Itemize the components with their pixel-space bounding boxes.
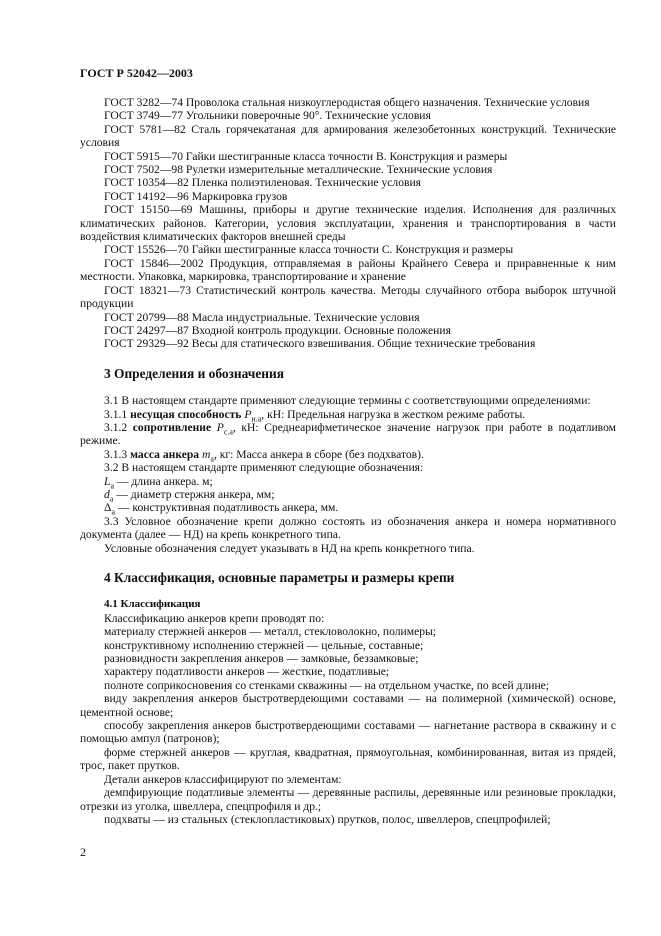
term-definition: , кг: Масса анкера в сборе (без подхватов). [213,447,424,461]
paragraph: демпфирующие податливые элементы — деревянные распилы, деревянные или резиновые прокладки, отрезки из уголка, швеллера, спецпрофиля и др.; [80,786,616,813]
term-name: несущая способность [130,407,242,421]
page-number: 2 [80,845,86,859]
symbol-item [80,487,616,504]
paragraph: конструктивному исполнению стержней — цельные, составные; [104,638,424,652]
symbol-subscript: а [111,507,116,517]
symbol: d [104,487,110,501]
term-symbol: P [216,420,224,434]
term-3-1-2 [80,421,616,448]
symbol-text: — диаметр стержня анкера, мм; [113,487,275,501]
symbol-text: — конструктивная податливость анкера, мм. [115,501,339,515]
paragraph: виду закрепления анкеров быстротвердеющими составами — на полимерной (химической) основе, цементной основе; [80,692,616,719]
section-3-heading: 3 Определения и обозначения [104,365,284,381]
paragraph: разновидности закрепления анкеров — замковые, беззамковые; [104,652,419,666]
term-number: 3.1.2 [104,420,133,434]
paragraph: материалу стержней анкеров — металл, стекловолокно, полимеры; [104,625,437,639]
symbol-text: — длина анкера. м; [114,474,213,488]
paragraph: подхваты — из стальных (стеклопластиковых) прутков, полос, швеллеров, спецпрофилей; [104,812,551,826]
symbol: Δ [104,501,112,515]
term-definition: , кН: Среднеарифметическое значение нагрузок при работе в податливом режиме. [80,420,616,448]
term-3-1-1 [80,408,616,421]
term-definition: , кН: Предельная нагрузка в жестком режиме работы. [261,407,526,421]
paragraph: способу закрепления анкеров быстротвердеющими составами — нагнетание раствора в скважину и с помощью ампул (патронов); [80,719,616,746]
paragraph: характеру податливости анкеров — жесткие, податливые; [104,665,390,679]
reference-item: ГОСТ 18321—73 Статистический контроль качества. Методы случайного отбора выборок штучной продукции [80,283,616,311]
document-header: ГОСТ Р 52042—2003 [80,66,193,80]
paragraph: форме стержней анкеров — круглая, квадратная, прямоугольная, комбинированная, витая из прядей, трос, пакет прутков. [80,745,616,773]
term-symbol: P [244,407,252,421]
term-symbol: m [202,447,211,461]
reference-item: ГОСТ 15846—2002 Продукция, отправляемая в районы Крайнего Севера и приравненные к ним местности. Упаковка, маркировка, транспортирование и хранение [80,256,616,284]
reference-item: ГОСТ 15526—70 Гайки шестигранные класса точности С. Конструкция и размеры [104,243,514,257]
document-body [80,96,616,826]
subsection-4-1-heading: 4.1 Классификация [104,598,201,611]
references-list [80,96,616,351]
reference-item: ГОСТ 29329—92 Весы для статического взвешивания. Общие технические требования [104,337,536,351]
paragraph-3-3-note: Условные обозначения следует указывать в НД на крепь конкретного типа. [104,541,475,555]
symbol-subscript: а [109,494,114,504]
term-name: сопротивление [132,420,212,434]
paragraph: Классификацию анкеров крепи проводят по: [104,611,325,625]
symbol-subscript: а [110,480,115,490]
term-3-1-3 [80,447,616,464]
term-symbol-subscript: н.а [251,413,262,423]
paragraph: Детали анкеров классифицируют по элементам: [104,772,342,786]
reference-item: ГОСТ 10354—82 Пленка полиэтиленовая. Технические условия [104,176,422,190]
paragraph-3-3: 3.3 Условное обозначение крепи должно состоять из обозначения анкера и номера нормативного документа (далее — НД) на крепь конкретного типа. [80,514,616,542]
term-symbol-subscript: с.а [223,427,233,437]
section-4-heading: 4 Классификация, основные параметры и размеры крепи [104,570,455,585]
reference-item: ГОСТ 20799—88 Масла индустриальные. Технические условия [104,310,420,324]
reference-item: ГОСТ 15150—69 Машины, приборы и другие технические изделия. Исполнения для различных климатических районов. Категории, условия эксплуатации, хранения и транспортирования в части воздействия климатических факторов внешней среды [80,203,616,244]
reference-item: ГОСТ 14192—96 Маркировка грузов [104,189,288,203]
term-number: 3.1.3 [104,447,131,461]
symbol: L [104,474,111,488]
symbol-item [80,475,616,488]
reference-item: ГОСТ 5781—82 Сталь горячекатаная для армирования железобетонных конструкций. Технические условия [80,122,616,150]
reference-item: ГОСТ 3282—74 Проволока стальная низкоуглеродистая общего назначения. Технические условия [104,96,590,109]
paragraph-3-1: 3.1 В настоящем стандарте применяют следующие термины с соответствующими определениями: [104,394,591,408]
term-number: 3.1.1 [104,407,131,421]
paragraph-3-2: 3.2 В настоящем стандарте применяют следующие обозначения: [104,461,424,475]
reference-item: ГОСТ 3749—77 Угольники поверочные 90°. Технические условия [104,109,431,123]
term-name: масса анкера [130,447,200,461]
symbol-item [80,501,616,517]
paragraph: полноте соприкосновения со стенками скважины — на отдельном участке, по всей длине; [104,678,550,692]
reference-item: ГОСТ 24297—87 Входной контроль продукции. Основные положения [104,323,451,337]
reference-item: ГОСТ 7502—98 Рулетки измерительные металлические. Технические условия [104,163,493,177]
reference-item: ГОСТ 5915—70 Гайки шестигранные класса точности В. Конструкция и размеры [104,149,508,163]
term-symbol-subscript: а [210,454,214,464]
